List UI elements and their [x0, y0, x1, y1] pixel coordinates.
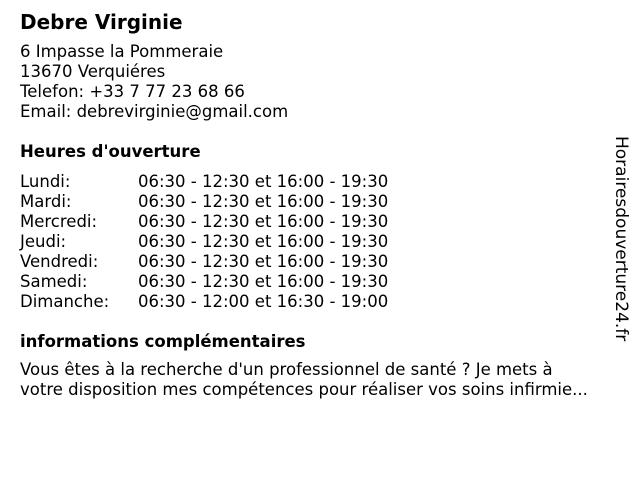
- city-address: 13670 Verquiéres: [20, 62, 166, 81]
- hours-time: 06:30 - 12:30 et 16:00 - 19:30: [138, 252, 389, 271]
- hours-title: Heures d'ouverture: [20, 142, 201, 161]
- email-address: Email: debrevirginie@gmail.com: [20, 102, 289, 121]
- site-watermark: Horairesdouverture24.fr: [611, 136, 631, 342]
- hours-day: Vendredi:: [20, 252, 99, 271]
- info-line-1: Vous êtes à la recherche d'un professionnel de santé ? Je mets à: [20, 360, 553, 379]
- hours-day: Lundi:: [20, 172, 71, 191]
- hours-row: [20, 232, 618, 252]
- info-line-2: votre disposition mes compétences pour réaliser vos soins infirmie...: [20, 380, 588, 399]
- hours-day: Jeudi:: [20, 232, 67, 251]
- hours-row: [20, 252, 618, 272]
- business-card: [20, 10, 618, 400]
- info-title: informations complémentaires: [20, 332, 306, 351]
- hours-day: Dimanche:: [20, 292, 110, 311]
- hours-row: [20, 272, 618, 292]
- address-block: [20, 42, 618, 122]
- hours-time: 06:30 - 12:30 et 16:00 - 19:30: [138, 192, 389, 211]
- hours-row: [20, 292, 618, 312]
- hours-day: Samedi:: [20, 272, 88, 291]
- hours-row: [20, 212, 618, 232]
- hours-row: [20, 192, 618, 212]
- hours-time: 06:30 - 12:30 et 16:00 - 19:30: [138, 172, 389, 191]
- hours-table: [20, 172, 618, 312]
- hours-time: 06:30 - 12:30 et 16:00 - 19:30: [138, 232, 389, 251]
- hours-day: Mardi:: [20, 192, 72, 211]
- phone-number: Telefon: +33 7 77 23 68 66: [20, 82, 245, 101]
- hours-row: [20, 172, 618, 192]
- hours-time: 06:30 - 12:30 et 16:00 - 19:30: [138, 272, 389, 291]
- business-name: Debre Virginie: [20, 10, 183, 34]
- hours-time: 06:30 - 12:30 et 16:00 - 19:30: [138, 212, 389, 231]
- hours-time: 06:30 - 12:00 et 16:30 - 19:00: [138, 292, 389, 311]
- hours-day: Mercredi:: [20, 212, 98, 231]
- street-address: 6 Impasse la Pommeraie: [20, 42, 224, 61]
